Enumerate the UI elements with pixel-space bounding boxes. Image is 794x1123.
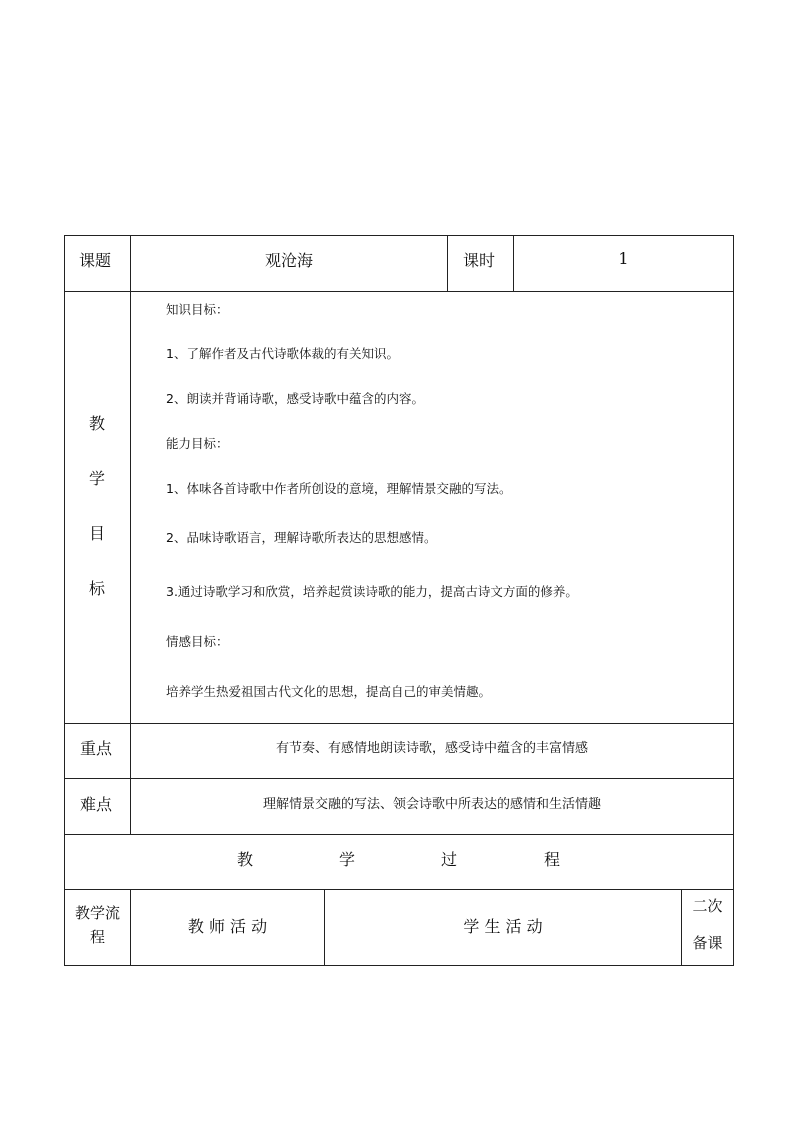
teacher-activity-header: 教 师 活 动 bbox=[187, 917, 268, 936]
knowledge-title: 知识目标： bbox=[166, 302, 229, 317]
ability-item: 2、品味诗歌语言，理解诗歌所表达的思想感情。 bbox=[166, 530, 437, 545]
flow-label-line2: 程 bbox=[89, 928, 105, 946]
student-activity-header: 学 生 活 动 bbox=[463, 917, 543, 936]
table-row-divider bbox=[64, 723, 734, 724]
ability-title: 能力目标： bbox=[166, 436, 229, 451]
flow-label-line1: 教学流 bbox=[74, 904, 120, 922]
keypoint-value: 有节奏、有感情地朗读诗歌，感受诗中蕴含的丰富情感 bbox=[275, 741, 588, 756]
knowledge-item: 1、了解作者及古代诗歌体裁的有关知识。 bbox=[166, 346, 399, 361]
table-row-divider bbox=[64, 834, 734, 835]
review-label-line1: 二次 bbox=[692, 897, 723, 915]
goals-label-char: 教 bbox=[89, 414, 106, 433]
difficulty-label: 难点 bbox=[80, 795, 113, 814]
table-border-right bbox=[733, 235, 734, 966]
table-border-bottom bbox=[64, 965, 734, 966]
table-row-divider bbox=[64, 291, 734, 292]
emotion-title: 情感目标： bbox=[166, 634, 229, 649]
goals-label-char: 标 bbox=[89, 579, 106, 598]
difficulty-value: 理解情景交融的写法、领会诗歌中所表达的感情和生活情趣 bbox=[262, 797, 601, 812]
keypoint-label: 重点 bbox=[80, 739, 113, 758]
goals-label-char: 目 bbox=[89, 524, 106, 543]
ability-item: 1、体味各首诗歌中作者所创设的意境，理解情景交融的写法。 bbox=[166, 481, 512, 496]
topic-label: 课题 bbox=[79, 251, 112, 270]
process-title-char: 程 bbox=[544, 850, 561, 869]
table-row-divider bbox=[64, 889, 734, 890]
topic-value: 观沧海 bbox=[264, 251, 313, 270]
process-title-char: 学 bbox=[339, 850, 356, 869]
table-col-divider bbox=[447, 235, 448, 291]
table-border-left bbox=[64, 235, 65, 966]
hours-label: 课时 bbox=[463, 251, 496, 270]
table-row-divider bbox=[64, 778, 734, 779]
process-title-char: 教 bbox=[237, 850, 254, 869]
process-title-char: 过 bbox=[441, 850, 458, 869]
ability-item: 3.通过诗歌学习和欣赏，培养起赏读诗歌的能力，提高古诗文方面的修养。 bbox=[166, 584, 578, 599]
table-border-top bbox=[64, 235, 734, 236]
review-label-line2: 备课 bbox=[692, 934, 723, 952]
knowledge-item: 2、朗读并背诵诗歌，感受诗歌中蕴含的内容。 bbox=[166, 391, 424, 406]
hours-value: 1 bbox=[618, 249, 629, 268]
emotion-item: 培养学生热爱祖国古代文化的思想，提高自己的审美情趣。 bbox=[166, 684, 492, 699]
goals-label-char: 学 bbox=[89, 469, 106, 488]
